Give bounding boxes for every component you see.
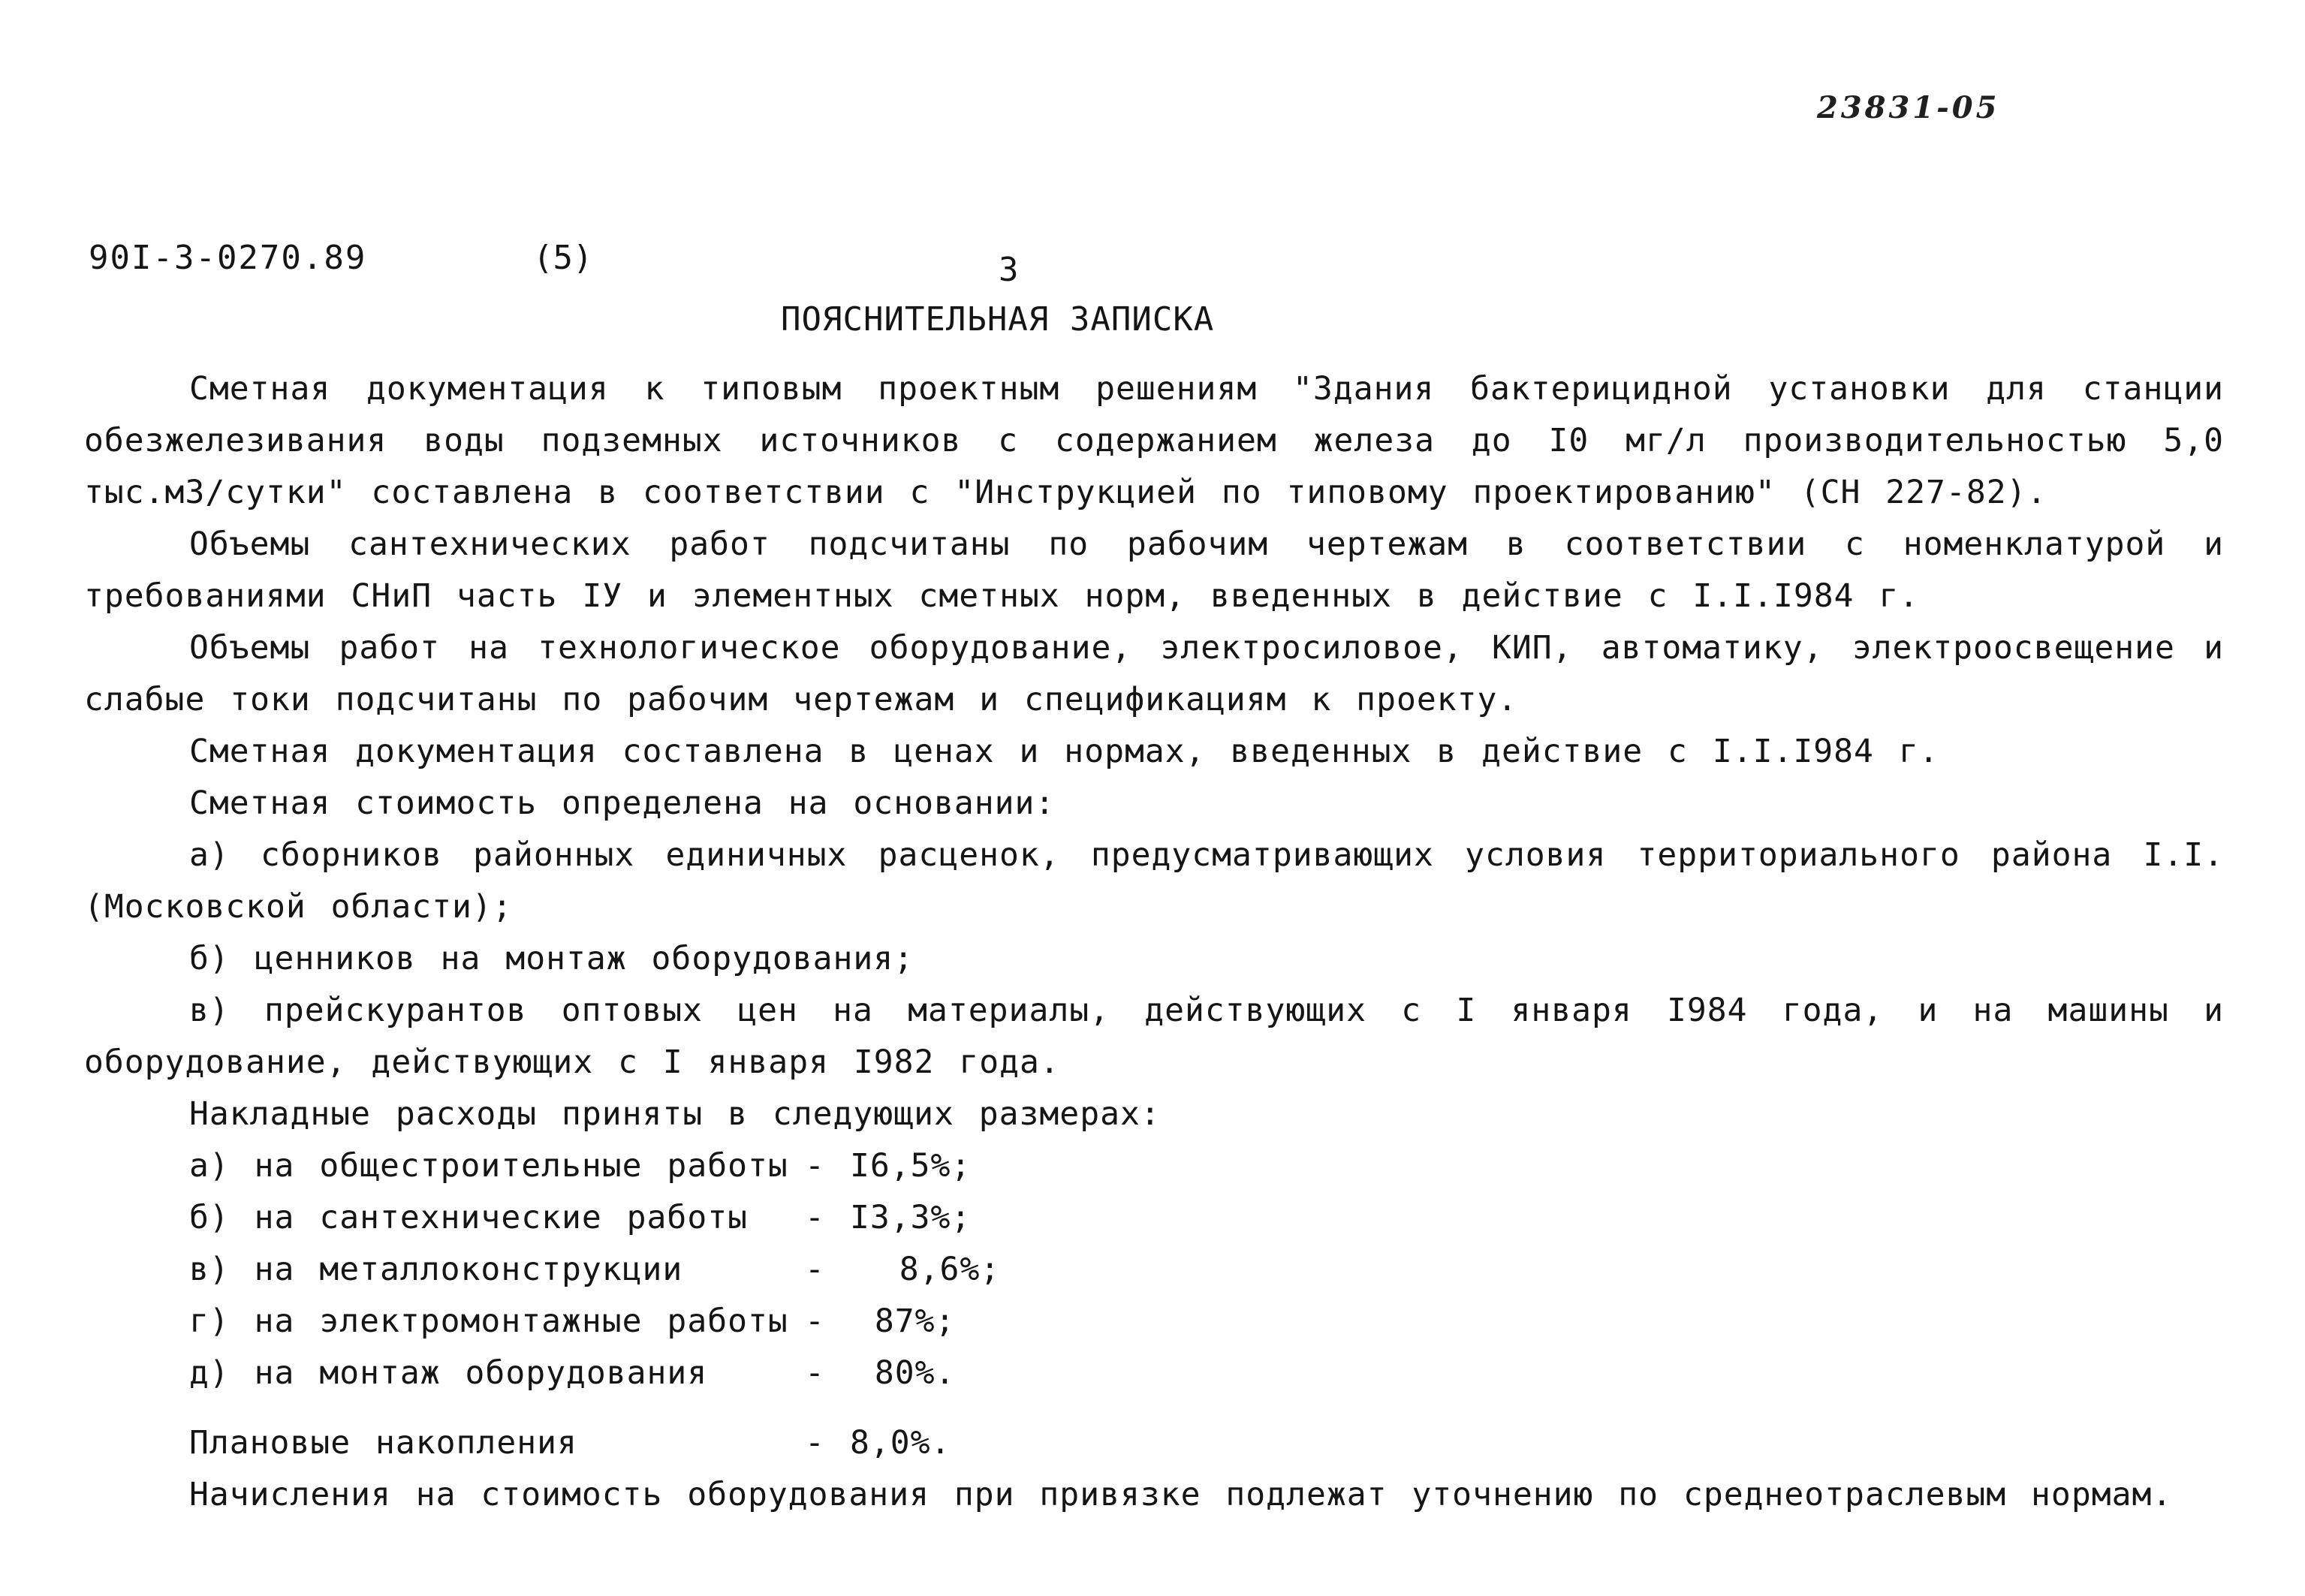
dash: - [805, 1147, 825, 1185]
document-sheet: (5) [533, 239, 593, 277]
planned-savings-row [84, 1417, 2224, 1469]
document-body [84, 363, 2224, 1521]
dash: - [805, 1424, 825, 1462]
paragraph-prices: Сметная документация составлена в ценах и нормах, введенных в действие с I.I.I984 г. [189, 733, 1939, 770]
spacer [84, 1399, 2224, 1417]
overhead-label: б) на сантехнические работы [189, 1199, 748, 1236]
paragraph-basis-b: б) ценников на монтаж оборудования; [189, 940, 914, 977]
dash: - [805, 1302, 825, 1340]
overheads-list [84, 1140, 2224, 1399]
document-code: 90I-3-0270.89 [89, 239, 367, 277]
page-number: 3 [999, 251, 1019, 289]
overhead-label: г) на электромонтажные работы [189, 1302, 788, 1340]
list-item [84, 1192, 2224, 1244]
overhead-value: 8,6%; [850, 1251, 1001, 1288]
overhead-value: 87%; [850, 1302, 956, 1340]
overhead-label: в) на металлоконструкции [189, 1251, 683, 1288]
handwritten-registration-number: 23831-05 [1817, 90, 2000, 125]
dash: - [805, 1251, 825, 1288]
overhead-value: 80%. [850, 1354, 956, 1392]
paragraph-equipment-volumes: Объемы работ на технологическое оборудование, электросиловое, КИП, автоматику, электроосвещение и слабые токи подсчитаны по рабочим чертежам и спецификациям к проекту. [84, 629, 2224, 718]
paragraph-basis-c: в) прейскурантов оптовых цен на материалы, действующих с I января I984 года, и на машины и оборудование, действующих с I января I982 года. [84, 992, 2224, 1081]
paragraph-plumbing-volumes: Объемы сантехнических работ подсчитаны по рабочим чертежам в соответствии с номенклатурой и требованиями СНиП часть IУ и элементных сметных норм, введенных в действие с I.I.I984 г. [84, 525, 2224, 615]
planned-savings-value: 8,0%. [850, 1424, 951, 1462]
overhead-label: а) на общестроительные работы [189, 1147, 788, 1185]
list-item [84, 1296, 2224, 1348]
list-item [84, 1140, 2224, 1192]
list-item [84, 1244, 2224, 1296]
paragraph-overheads-intro: Накладные расходы приняты в следующих размерах: [189, 1095, 1161, 1133]
dash: - [805, 1354, 825, 1392]
overhead-value: I3,3%; [850, 1199, 972, 1236]
overhead-label: д) на монтаж оборудования [189, 1354, 708, 1392]
paragraph-cost-basis: Сметная стоимость определена на основании: [189, 784, 1056, 822]
paragraph-intro: Сметная документация к типовым проектным решениям "Здания бактерицидной установки для станции обезжелезивания воды подземных источников с содержанием железа до I0 мг/л производительностью 5,0 тыс.м3/сутки" составлена в соответствии с "Инструкцией по типовому проектированию" (СН 227-82). [84, 370, 2224, 511]
dash: - [805, 1199, 825, 1236]
planned-savings-label: Плановые накопления [189, 1424, 577, 1462]
final-note: Начисления на стоимость оборудования при привязке подлежат уточнению по среднеотраслевым нормам. [189, 1476, 2173, 1513]
page-title: ПОЯСНИТЕЛЬНАЯ ЗАПИСКА [781, 300, 1215, 339]
paragraph-basis-a: а) сборников районных единичных расценок, предусматривающих условия территориального района I.I. (Московской области); [84, 836, 2224, 926]
overhead-value: I6,5%; [850, 1147, 972, 1185]
list-item [84, 1348, 2224, 1399]
